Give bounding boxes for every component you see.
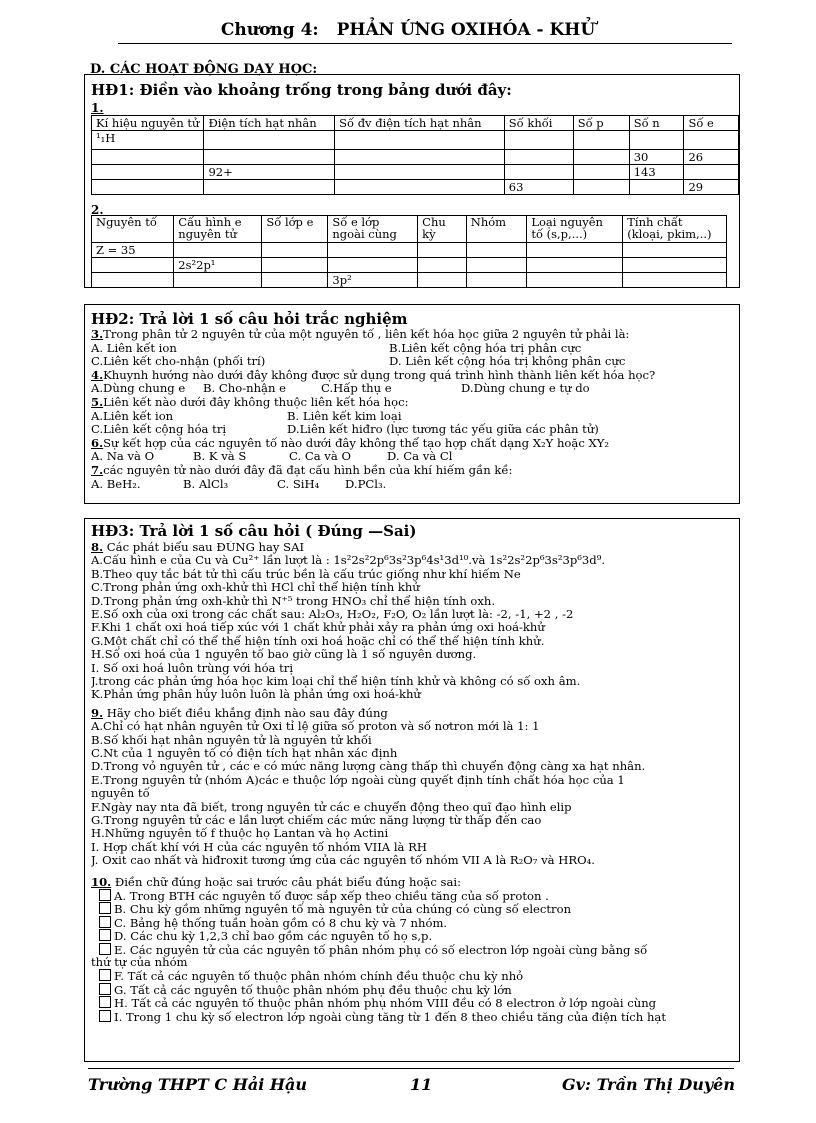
answer-checkbox[interactable]	[99, 983, 111, 995]
statement-item: I. Hợp chất khí với H của các nguyên tố nhóm VIIA là RH	[91, 840, 427, 854]
answer-c: C.Liên kết cho-nhận (phối trí)	[91, 355, 266, 369]
table-1-cell: 143	[629, 165, 684, 180]
question-label: 9.	[91, 706, 104, 720]
checkbox-item	[99, 983, 735, 998]
answer-row	[91, 450, 735, 464]
statement-text: H. Tất cả các nguyên tố thuộc phân nhóm phụ nhóm VIII đều có 8 electron ở lớp ngoài cùng	[114, 996, 657, 1011]
table-2-header-cell: Số lớp e	[262, 216, 328, 243]
table-1-header-cell: Số p	[573, 116, 629, 131]
statement-item: J. Oxit cao nhất và hiđroxit tương ứng của các nguyên tố nhóm VII A là R₂O₇ và HRO₄.	[91, 854, 595, 868]
answer-row	[91, 410, 735, 424]
statement-item: G.Trong nguyên tử các e lần lượt chiếm các mức năng lượng từ thấp đến cao	[91, 814, 542, 827]
answer-b: B.Liên kết cộng hóa trị phân cực	[389, 341, 582, 355]
table-1-cell	[335, 165, 505, 180]
footer-rule	[88, 1068, 734, 1069]
table-2-cell	[527, 243, 623, 258]
answer-a: A.Dùng chung e	[91, 382, 186, 396]
checkbox-item	[99, 916, 735, 931]
table-2	[91, 215, 727, 288]
hd3-title: HĐ3:	[91, 522, 135, 540]
answer-b: B. Cho-nhận e	[203, 382, 286, 396]
statement-item: H.Những nguyên tố f thuộc họ Lantan và họ Actini	[91, 827, 389, 841]
hd3-subtitle: Trả lời 1 số câu hỏi ( Đúng —Sai)	[139, 522, 417, 540]
table-2-cell	[466, 258, 527, 273]
table-1-cell	[335, 131, 505, 150]
question-label: 6.	[91, 436, 104, 450]
answer-d: D. Ca và Cl	[387, 450, 453, 464]
question-stem	[91, 437, 735, 451]
table-2-header-cell: Số e lớp ngoài cùng	[328, 216, 418, 243]
table-2-cell	[623, 273, 727, 288]
table-1-cell: 30	[629, 150, 684, 165]
table-2-cell	[623, 243, 727, 258]
table-2-header-cell: Chu kỳ	[418, 216, 467, 243]
table-2-cell	[418, 243, 467, 258]
statement-item: K.Phản ứng phân hủy luôn luôn là phản ứng oxi hoá-khử	[91, 688, 421, 702]
hd1-heading	[91, 81, 512, 99]
answer-b: B. AlCl₃	[183, 477, 229, 491]
hd2-box	[84, 304, 740, 504]
table-2-cell: 3p²	[328, 273, 418, 288]
table-2-header-cell: Cấu hình e nguyên tử	[174, 216, 262, 243]
answer-b: B. K và S	[193, 450, 247, 464]
question-text: Khuynh hướng nào dưới đây không được sử dụng trong quá trình hình thành liên kết hóa học?	[103, 368, 656, 382]
table-1-cell	[629, 180, 684, 195]
table-1-cell	[204, 131, 335, 150]
table-row	[92, 165, 739, 180]
checkbox-item	[99, 943, 735, 958]
footer-page-number: 11	[410, 1075, 433, 1094]
question-label: 4.	[91, 368, 104, 382]
table-1-cell	[335, 150, 505, 165]
question-label: 10.	[91, 875, 112, 889]
table-1-cell	[629, 131, 684, 150]
answer-a: A. Liên kết ion	[91, 341, 177, 355]
table-2-cell	[262, 243, 328, 258]
question-label: 8.	[91, 541, 104, 554]
table-row	[92, 180, 739, 195]
table-2-cell	[623, 258, 727, 273]
table-2-cell	[466, 273, 527, 288]
question-text: Trong phân tử 2 nguyên tử của một nguyên tố , liên kết hóa học giữa 2 nguyên tử phải là:	[103, 328, 630, 341]
statement-item: B.Theo quy tắc bát tử thì cấu trúc bền là cấu trúc giống như khí hiếm Ne	[91, 567, 521, 581]
answer-d: D. Liên kết cộng hóa trị không phân cực	[389, 355, 626, 369]
statement-item: E.Trong nguyên tử (nhóm A)các e thuộc lớp ngoài cùng quyết định tính chất hóa học của 1	[91, 773, 625, 787]
question-text: Các phát biểu sau ĐÚNG hay SAI	[106, 541, 305, 554]
answer-row	[91, 342, 735, 356]
table-2-cell	[174, 273, 262, 288]
answer-checkbox[interactable]	[99, 969, 111, 981]
hd2-title: HĐ2:	[91, 310, 135, 328]
table-2-cell	[262, 258, 328, 273]
table-2-cell	[527, 258, 623, 273]
statement-item: C.Nt của 1 nguyên tố có điện tích hạt nhân xác định	[91, 747, 398, 760]
table-1-cell	[573, 165, 629, 180]
hd1-subtitle: Điền vào khoảng trống trong bảng dưới đây:	[139, 81, 512, 99]
answer-checkbox[interactable]	[99, 929, 111, 941]
table-2-cell	[92, 273, 174, 288]
hd1-box	[84, 74, 740, 288]
question-text: các nguyên tử nào dưới đây đã đạt cấu hình bền của khí hiếm gần kề:	[103, 464, 513, 477]
table-2-cell	[92, 258, 174, 273]
table-1-cell	[573, 131, 629, 150]
table-2-cell	[418, 273, 467, 288]
table-2-cell	[328, 258, 418, 273]
table-1-cell: ¹₁H	[92, 131, 204, 150]
question-text: Hãy cho biết điều khẳng định nào sau đây đúng	[106, 706, 388, 720]
footer-teacher: Gv: Trần Thị Duyên	[562, 1075, 735, 1094]
question-label: 5.	[91, 396, 104, 409]
answer-checkbox[interactable]	[99, 996, 111, 1008]
question-stem	[91, 464, 735, 478]
table-1-cell	[573, 150, 629, 165]
table-2-cell	[527, 273, 623, 288]
table-2-header-cell: Tính chất (kloại, pkim,..)	[623, 216, 727, 243]
answer-checkbox[interactable]	[99, 943, 111, 955]
statement-item: F.Ngày nay nta đã biết, trong nguyên tử các e chuyển động theo quĩ đạo hình elip	[91, 800, 572, 814]
statement-text: D. Các chu kỳ 1,2,3 chỉ bao gồm các nguyên tố họ s,p.	[114, 929, 433, 944]
table-1	[91, 115, 739, 195]
statement-item: D.Trong phản ứng oxh-khử thì N⁺⁵ trong HNO₃ chỉ thể hiện tính oxh.	[91, 594, 496, 608]
table-1-cell	[335, 180, 505, 195]
table-1-cell	[92, 150, 204, 165]
checkbox-item	[99, 996, 735, 1011]
answer-row	[91, 355, 735, 369]
table-1-cell: 63	[504, 180, 573, 195]
statement-item: A.Chỉ có hạt nhân nguyên tử Oxi tỉ lệ giữa số proton và số nơtron mới là 1: 1	[91, 720, 540, 734]
table-row	[92, 150, 739, 165]
table-1-cell	[684, 131, 739, 150]
table-1-cell	[92, 180, 204, 195]
statement-text: B. Chu kỳ gồm những nguyên tố mà nguyên tử của chúng có cùng số electron	[114, 902, 572, 917]
table-2-header-cell: Nhóm	[466, 216, 527, 243]
header-rule	[118, 43, 732, 44]
checkbox-item	[99, 929, 735, 944]
table-1-cell	[684, 165, 739, 180]
statement-item: E.Số oxh của oxi trong các chất sau: Al₂O₃, H₂O₂, F₂O, O₂ lần lượt là: -2, -1, +2 , -2	[91, 608, 574, 621]
answer-row	[91, 478, 735, 492]
answer-c: C. SiH₄	[277, 477, 320, 491]
statement-item: J.trong các phản ứng hóa học kim loại chỉ thể hiện tính khử và không có số oxh âm.	[91, 675, 581, 688]
checkbox-item	[99, 889, 735, 904]
table-2-header-cell: Nguyên tố	[92, 216, 174, 243]
statement-item: C.Trong phản ứng oxh-khử thì HCl chỉ thể hiện tính khử	[91, 581, 420, 595]
table-1-header-cell: Kí hiệu nguyên tử	[92, 116, 204, 131]
table-1-cell	[504, 131, 573, 150]
checkbox-item	[99, 1010, 735, 1025]
question-text: Sự kết hợp của các nguyên tố nào dưới đây không thể tạo hợp chất dạng X₂Y hoặc XY₂	[103, 436, 610, 450]
footer-school: Trường THPT C Hải Hậu	[88, 1075, 307, 1094]
table-2-cell	[174, 243, 262, 258]
table-1-header-cell: Số khối	[504, 116, 573, 131]
table-1-cell: 29	[684, 180, 739, 195]
statement-continuation: thứ tự của nhóm	[91, 956, 188, 969]
answer-checkbox[interactable]	[99, 1010, 111, 1022]
checkbox-item	[99, 902, 735, 917]
statement-item: nguyên tố	[91, 787, 150, 801]
hd1-title: HĐ1:	[91, 81, 135, 99]
question-text: Điền chữ đúng hoặc sai trước câu phát biểu đúng hoặc sai:	[114, 875, 461, 889]
table-1-cell	[92, 165, 204, 180]
answer-d: D.Dùng chung e tự do	[461, 382, 590, 396]
table-2-cell	[328, 243, 418, 258]
statement-item: G.Một chất chỉ có thể thể hiện tính oxi hoá hoặc chỉ có thể thể hiện tính khử.	[91, 634, 545, 648]
checkbox-item	[99, 969, 735, 984]
answer-a: A.Liên kết ion	[91, 409, 174, 423]
table-1-header-cell: Số e	[684, 116, 739, 131]
table-1-header-row	[92, 116, 739, 131]
question-stem	[91, 396, 735, 410]
table-row	[92, 258, 727, 273]
table-1-header-cell: Số đv điện tích hạt nhân	[335, 116, 505, 131]
table-2-header-row	[92, 216, 727, 243]
question-stem	[91, 707, 735, 721]
answer-row	[91, 382, 735, 396]
statement-text: C. Bảng hệ thống tuần hoàn gồm có 8 chu kỳ và 7 nhóm.	[114, 915, 448, 930]
question-stem	[91, 328, 735, 342]
table-1-cell	[504, 165, 573, 180]
answer-c: C.Hấp thụ e	[321, 382, 392, 396]
table-2-cell: Z = 35	[92, 243, 174, 258]
hd2-heading	[91, 310, 408, 328]
q1-label: 1.	[91, 101, 104, 115]
statement-text: G. Tất cả các nguyên tố thuộc phân nhóm phụ đều thuộc chu kỳ lớn	[114, 982, 512, 997]
table-row	[92, 243, 727, 258]
question-label: 3.	[91, 328, 104, 341]
table-2-cell	[262, 273, 328, 288]
table-row	[92, 131, 739, 150]
statement-item: D.Trong vỏ nguyên tử , các e có mức năng lượng càng thấp thì chuyển động càng xa hạt nhân.	[91, 760, 646, 774]
page-header	[0, 20, 816, 40]
table-1-cell	[504, 150, 573, 165]
answer-checkbox[interactable]	[99, 916, 111, 928]
hd3-heading	[91, 522, 416, 540]
table-2-header-cell: Loại nguyên tố (s,p,...)	[527, 216, 623, 243]
question-stem	[91, 876, 735, 890]
statement-item: I. Số oxi hoá luôn trùng với hóa trị	[91, 661, 294, 675]
statement-item: A.Cấu hình e của Cu và Cu²⁺ lần lượt là : 1s²2s²2p⁶3s²3p⁶4s¹3d¹⁰.và 1s²2s²2p⁶3s²3p⁶3d⁹.	[91, 554, 606, 568]
question-stem	[91, 541, 735, 555]
chapter-label: Chương 4:	[220, 20, 319, 40]
answer-d: D.PCl₃.	[345, 477, 387, 491]
statement-item: B.Số khối hạt nhân nguyên tử là nguyên tử khối	[91, 733, 372, 747]
table-1-cell: 26	[684, 150, 739, 165]
answer-b: B. Liên kết kim loại	[287, 409, 402, 423]
table-1-header-cell: Điện tích hạt nhân	[204, 116, 335, 131]
statement-item: H.Số oxi hoá của 1 nguyên tố bao giờ cũng là 1 số nguyên dương.	[91, 648, 477, 662]
statement-item: F.Khi 1 chất oxi hoá tiếp xúc với 1 chất khử phải xảy ra phản ứng oxi hoá-khử	[91, 621, 545, 635]
answer-checkbox[interactable]	[99, 902, 111, 914]
answer-a: A. Na và O	[91, 450, 155, 464]
answer-checkbox[interactable]	[99, 889, 111, 901]
q2-label: 2.	[91, 203, 104, 217]
table-1-cell: 92+	[204, 165, 335, 180]
table-1-cell	[573, 180, 629, 195]
table-row	[92, 273, 727, 288]
table-2-cell	[466, 243, 527, 258]
question-label: 7.	[91, 464, 104, 477]
table-2-cell	[418, 258, 467, 273]
section-title: D. CÁC HOẠT ĐỘNG DẠY HỌC:	[90, 62, 318, 77]
statement-text: A. Trong BTH các nguyên tố được sắp xếp theo chiều tăng của số proton .	[114, 889, 549, 903]
table-1-header-cell: Số n	[629, 116, 684, 131]
answer-c: C.Liên kết cộng hóa trị	[91, 423, 227, 437]
question-stem	[91, 369, 735, 383]
statement-text: F. Tất cả các nguyên tố thuộc phân nhóm chính đều thuộc chu kỳ nhỏ	[114, 969, 524, 984]
answer-row	[91, 423, 735, 437]
table-1-cell	[204, 150, 335, 165]
table-2-cell: 2s²2p¹	[174, 258, 262, 273]
statement-text: E. Các nguyên tử của các nguyên tố phân nhóm phụ có số electron lớp ngoài cùng bằng số	[114, 942, 648, 957]
answer-a: A. BeH₂.	[91, 477, 141, 491]
table-1-cell	[204, 180, 335, 195]
chapter-title: PHẢN ỨNG OXIHÓA - KHỬ	[336, 20, 596, 40]
hd3-box	[84, 518, 740, 1062]
answer-c: C. Ca và O	[289, 450, 351, 464]
question-text: Liên kết nào dưới đây không thuộc liên kết hóa học:	[103, 396, 409, 409]
hd2-subtitle: Trả lời 1 số câu hỏi trắc nghiệm	[139, 310, 408, 328]
statement-text: I. Trong 1 chu kỳ số electron lớp ngoài cùng tăng từ 1 đến 8 theo chiều tăng của điện tích hạt	[114, 1009, 666, 1024]
answer-d: D.Liên kết hiđro (lực tương tác yếu giữa các phân tử)	[287, 423, 599, 437]
